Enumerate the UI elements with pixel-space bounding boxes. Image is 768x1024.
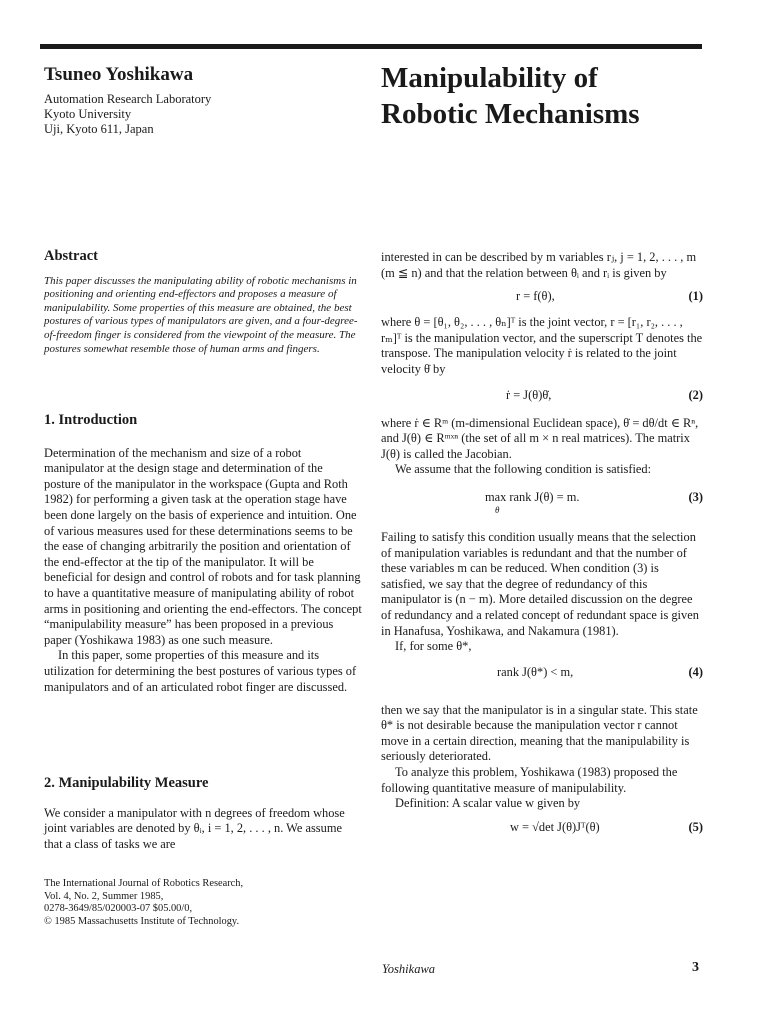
equation-4	[381, 665, 703, 683]
title-line: Robotic Mechanisms	[381, 98, 640, 130]
equation-number: (5)	[688, 819, 703, 834]
body-paragraph: To analyze this problem, Yoshikawa (1983) proposed the following quantitative measure of manipulability.	[381, 765, 678, 795]
section2-paragraph: We consider a manipulator with n degrees of freedom whose joint variables are denoted by θᵢ, i = 1, 2, . . . , n. We assume that a class of tasks we are	[44, 805, 345, 851]
body-paragraph: where θ = [θ₁, θ₂, . . . , θₙ]ᵀ is the joint vector, r = [r₁, r₂, . . . , rₘ]ᵀ is the manipulation vector, and the superscript T denotes the transpose. The manipulation velocity ṙ is related to the joint velocity θ̇ by	[381, 315, 703, 376]
footnote-line: Vol. 4, No. 2, Summer 1985,	[44, 890, 164, 902]
affiliation-line: Uji, Kyoto 611, Japan	[44, 122, 154, 136]
equation-expression: w = √det J(θ)Jᵀ(θ)	[510, 819, 600, 834]
page-number: 3	[692, 960, 699, 975]
equation-expression: rank J(θ*) < m,	[497, 664, 574, 679]
equation-3	[381, 490, 703, 514]
section2-heading: 2. Manipulability Measure	[44, 775, 209, 791]
equation-1	[381, 289, 703, 307]
footnote-line: 0278-3649/85/020003-07 $05.00/0,	[44, 903, 193, 915]
equation-number: (1)	[688, 289, 703, 304]
introduction-section	[44, 413, 362, 695]
body-paragraph: then we say that the manipulator is in a singular state. This state θ* is not desirable because the manipulation vector r cannot move in a certain direction, meaning that the manipulability is seriously deteriorated.	[381, 702, 698, 764]
affiliation-line: Kyoto University	[44, 107, 132, 121]
body-paragraph: Definition: A scalar value w given by	[395, 796, 581, 811]
equation-5	[381, 820, 703, 838]
section-manipulability-measure	[44, 776, 362, 852]
introduction-paragraph: In this paper, some properties of this measure and its utilization for determining the best postures of various types of manipulators and of an articulated robot finger are discussed.	[44, 648, 357, 694]
right-column	[381, 250, 703, 838]
author-name: Tsuneo Yoshikawa	[44, 64, 194, 85]
body-paragraph: where ṙ ∈ Rᵐ (m-dimensional Euclidean space), θ̇ = dθ/dt ∈ Rⁿ, and J(θ) ∈ Rᵐˣⁿ (the set of all m × n real matrices). The matrix J(θ) is called the Jacobian.	[381, 415, 699, 461]
body-paragraph: Failing to satisfy this condition usually means that the selection of manipulation variables is redundant and that the number of these variables m can be reduced. When condition (3) is satisfied, we say that the degree of redundancy of this manipulator is (n − m). More detailed discussion on the degree of redundancy and a related concept of redundant space is given in Hanafusa, Yoshikawa, and Nakamura (1981).	[381, 529, 699, 638]
paper-title	[381, 60, 640, 132]
title-line: Manipulability of	[381, 62, 598, 94]
equation-expression: max rank J(θ) = m.	[485, 489, 580, 504]
affiliation-line: Automation Research Laboratory	[44, 92, 212, 106]
author-affiliation	[44, 92, 211, 137]
equation-expression: r = f(θ),	[516, 289, 555, 304]
equation-subscript: θ	[495, 504, 500, 515]
equation-number: (2)	[688, 387, 703, 402]
top-rule	[40, 44, 702, 49]
abstract-heading: Abstract	[44, 248, 98, 264]
introduction-heading: 1. Introduction	[44, 412, 138, 428]
body-paragraph: We assume that the following condition is satisfied:	[395, 462, 652, 477]
abstract-text: This paper discusses the manipulating ability of robotic mechanisms in positioning and orienting end-effectors and proposes a measure of manipulability. Some properties of this measure are obtained, the best postures of various types of manipulators are given, and a four-degree-of-freedom finger is considered from the viewpoint of the measure. The postures somewhat resemble those of human arms and fingers.	[44, 274, 358, 355]
equation-number: (3)	[688, 489, 703, 504]
equation-2	[381, 388, 703, 406]
footnote-line: The International Journal of Robotics Research,	[44, 878, 244, 889]
abstract-section	[44, 249, 362, 356]
introduction-paragraph: Determination of the mechanism and size of a robot manipulator at the design stage and determination of the posture of the manipulator in the workspace (Gupta and Roth 1982) for performing a given task at the operation stage have been done largely on the basis of experience and intuition. One of various measures used for these determinations seems to be the ease of changing arbitrarily the position and orientation of the end-effector at the tip of the manipulator. It will be beneficial for design and control of robots and for task planning to have a quantitative measure of manipulating ability of robot arms in positioning and orienting the end-effectors. The concept “manipulability measure” has been proposed in a previous paper (Yoshikawa 1983) as one such measure.	[44, 445, 362, 647]
footnote-line: © 1985 Massachusetts Institute of Technology.	[44, 915, 240, 927]
body-paragraph: interested in can be described by m variables rⱼ, j = 1, 2, . . . , m (m ≦ n) and that the relation between θᵢ and rᵢ is given by	[381, 250, 697, 280]
body-paragraph: If, for some θ*,	[395, 639, 472, 654]
running-head: Yoshikawa	[382, 962, 436, 976]
equation-expression: ṙ = J(θ)θ̇,	[506, 387, 552, 402]
journal-footnote	[44, 878, 362, 928]
equation-number: (4)	[688, 664, 703, 679]
